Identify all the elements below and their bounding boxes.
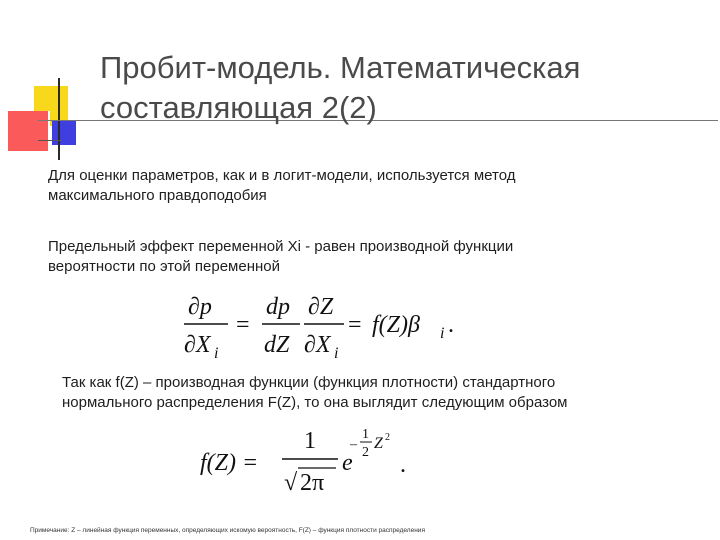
formula-exponent: Z bbox=[374, 435, 383, 452]
formula-exponent: – bbox=[350, 437, 357, 452]
marginal-effect-formula bbox=[178, 290, 478, 362]
formula-term: 1 bbox=[304, 428, 316, 454]
decor-red-square bbox=[8, 111, 50, 151]
decor-short-line bbox=[38, 140, 62, 141]
formula-exponent: 1 bbox=[362, 427, 369, 442]
formula-term: f(Z)β bbox=[372, 312, 420, 338]
formula-term: ∂p bbox=[188, 294, 212, 320]
slide-title bbox=[100, 48, 700, 128]
formula-subscript: i bbox=[440, 325, 445, 342]
paragraph-density bbox=[62, 373, 568, 413]
footnote: Примечание: Z – линейная функция переменных, определяющих искомую вероятность, F(Z) – функция плотности распределения bbox=[30, 527, 425, 534]
decor-blue-square bbox=[52, 121, 76, 145]
paragraph-line: Для оценки параметров, как и в логит-модели, используется метод bbox=[48, 167, 516, 184]
formula-term: ∂X bbox=[304, 332, 331, 358]
formula-dot: . bbox=[400, 452, 406, 478]
formula-exponent: 2 bbox=[362, 445, 369, 460]
formula-equals: = bbox=[348, 312, 362, 338]
paragraph-marginal-effect bbox=[48, 237, 513, 277]
formula-equals: = bbox=[236, 312, 250, 338]
decor-vertical-line bbox=[58, 78, 60, 160]
formula-term: 2π bbox=[300, 470, 325, 496]
formula-term: ∂Z bbox=[308, 294, 334, 320]
paragraph-estimation bbox=[48, 166, 515, 206]
paragraph-line: максимального правдоподобия bbox=[48, 187, 267, 204]
formula-term: dp bbox=[266, 294, 290, 320]
sqrt-sign: √ bbox=[284, 470, 298, 496]
formula-subscript: i bbox=[334, 345, 339, 362]
formula-term: f(Z) = bbox=[200, 450, 259, 476]
formula-subscript: i bbox=[214, 345, 219, 362]
paragraph-line: нормального распределения F(Z), то она выглядит следующим образом bbox=[62, 394, 568, 411]
formula-dot: . bbox=[448, 312, 454, 338]
paragraph-line: Так как f(Z) – производная функции (функция плотности) стандартного bbox=[62, 374, 556, 391]
paragraph-line: Предельный эффект переменной Xi - равен производной функции bbox=[48, 238, 514, 255]
formula-term: e bbox=[342, 450, 353, 476]
formula-term: ∂X bbox=[184, 332, 211, 358]
formula-exponent: 2 bbox=[385, 432, 390, 443]
paragraph-line: вероятности по этой переменной bbox=[48, 258, 281, 275]
formula-term: dZ bbox=[264, 332, 290, 358]
title-line-1: Пробит-модель. Математическая bbox=[100, 50, 581, 85]
normal-density-formula bbox=[200, 426, 420, 498]
title-line-2: составляющая 2(2) bbox=[100, 90, 377, 125]
